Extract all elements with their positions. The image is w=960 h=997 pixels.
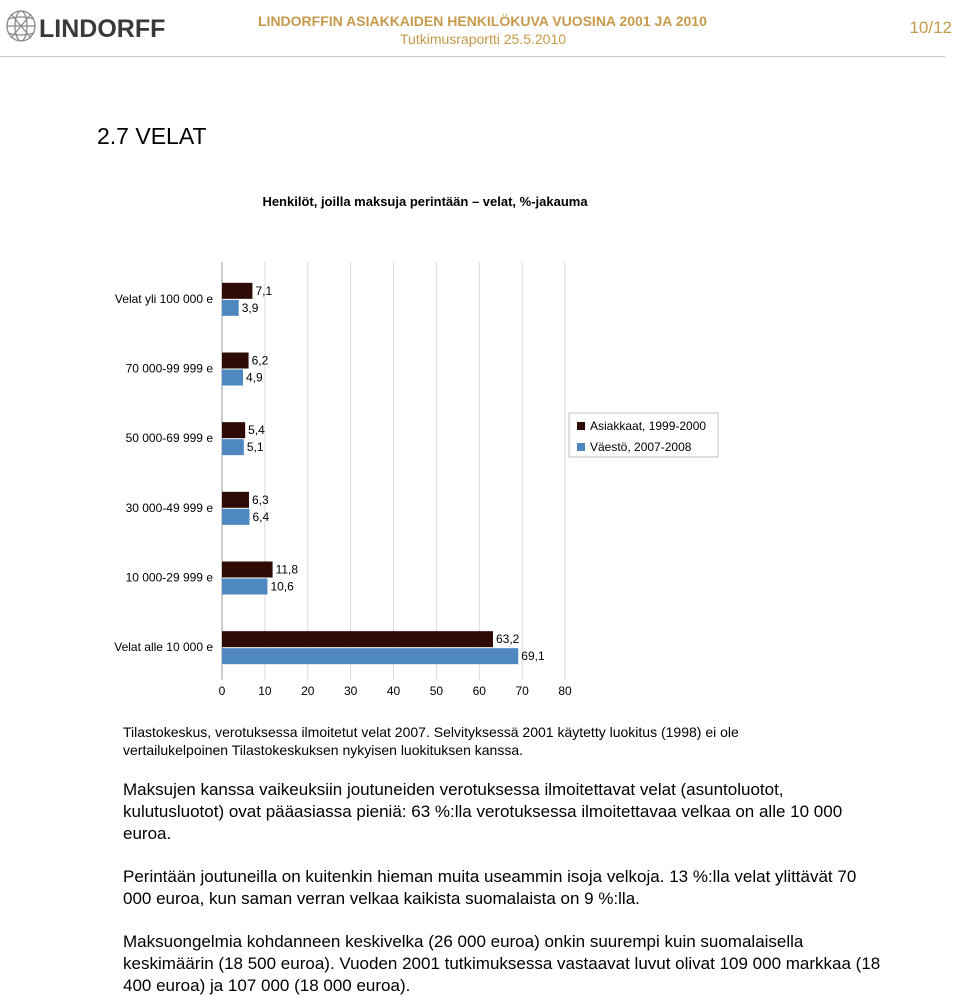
category-label: Velat yli 100 000 e: [114, 291, 213, 306]
bar: [222, 631, 493, 647]
bar: [222, 509, 249, 525]
bar: [222, 283, 252, 299]
x-tick-label: 0: [218, 684, 226, 698]
chart-title: Henkilöt, joilla maksuja perintään – velat, %-jakauma: [262, 194, 588, 209]
category-label: 70 000-99 999 e: [125, 361, 213, 376]
bar-value-label: 11,8: [275, 562, 299, 577]
category-label: 50 000-69 999 e: [125, 431, 213, 446]
bar-value-label: 69,1: [521, 649, 545, 664]
body-paragraph-2: Perintään joutuneilla on kuitenkin hieman muita useammin isoja velkoja. 13 %:lla velat ylittävät 70 000 euroa, kun saman verran velkaa kaikista suomalaista on 9 %:lla.: [123, 867, 857, 908]
bar: [222, 439, 244, 455]
x-tick-label: 50: [429, 684, 444, 698]
x-tick-label: 70: [515, 684, 529, 698]
bar: [222, 562, 273, 578]
debt-distribution-chart: [0, 180, 960, 710]
legend-swatch: [577, 443, 585, 451]
bar-value-label: 5,1: [246, 440, 264, 455]
bar: [222, 300, 239, 316]
bar: [222, 492, 249, 508]
bar-value-label: 5,4: [248, 423, 265, 438]
x-tick-label: 80: [558, 684, 572, 698]
section-title: 2.7 VELAT: [97, 123, 207, 149]
legend-label: Väestö, 2007-2008: [590, 440, 692, 454]
body-paragraph-1: Maksujen kanssa vaikeuksiin joutuneiden verotuksessa ilmoitettavat velat (asuntoluotot, kulutusluotot) ovat pääasiassa pieniä: 63 %:lla verotuksessa ilmoitettavaa velkaa on alle 10 000 euroa.: [123, 780, 843, 843]
x-tick-label: 40: [386, 684, 401, 698]
x-tick-label: 20: [301, 684, 315, 698]
document-title: LINDORFFIN ASIAKKAIDEN HENKILÖKUVA VUOSINA 2001 JA 2010: [258, 13, 707, 29]
category-label: Velat alle 10 000 e: [114, 640, 213, 655]
legend-swatch: [577, 422, 585, 430]
body-paragraph-3: Maksuongelmia kohdanneen keskivelka (26 000 euroa) onkin suurempi kuin suomalaisella keskimäärin (18 500 euroa). Vuoden 2001 tutkimuksessa vastaavat luvut olivat 109 000 markkaa (18 400 euroa) ja 107 000 (18 000 euroa).: [123, 932, 881, 995]
header-divider: [0, 56, 945, 57]
bar: [222, 579, 267, 595]
x-tick-label: 60: [472, 684, 486, 698]
category-label: 10 000-29 999 e: [125, 570, 213, 585]
logo-wordmark: LINDORFF: [39, 15, 166, 43]
bar: [222, 422, 245, 438]
bar-value-label: 10,6: [270, 579, 294, 594]
bar-value-label: 63,2: [495, 632, 520, 647]
bar-value-label: 6,4: [252, 509, 270, 524]
company-logo: [4, 6, 164, 48]
bar-value-label: 3,9: [241, 300, 259, 315]
bar: [222, 648, 518, 664]
globe-logo-icon: [4, 6, 38, 46]
category-label: 30 000-49 999 e: [125, 500, 213, 515]
document-subtitle: Tutkimusraportti 25.5.2010: [400, 31, 567, 47]
bar-value-label: 6,3: [252, 492, 269, 507]
x-tick-label: 30: [343, 684, 358, 698]
bar: [222, 370, 243, 386]
page-number: 10/12: [909, 18, 952, 37]
x-tick-label: 10: [258, 684, 272, 698]
chart-source-caption: Tilastokeskus, verotuksessa ilmoitetut velat 2007. Selvityksessä 2001 käytetty luokitus (1998) ei ole vertailukelpoinen Tilastokeskuksen nykyisen luokituksen kanssa.: [123, 724, 739, 758]
bar-value-label: 7,1: [255, 283, 273, 298]
bar: [222, 353, 249, 369]
legend-label: Asiakkaat, 1999-2000: [590, 419, 707, 433]
bar-value-label: 4,9: [246, 370, 263, 385]
bar-value-label: 6,2: [251, 353, 269, 368]
